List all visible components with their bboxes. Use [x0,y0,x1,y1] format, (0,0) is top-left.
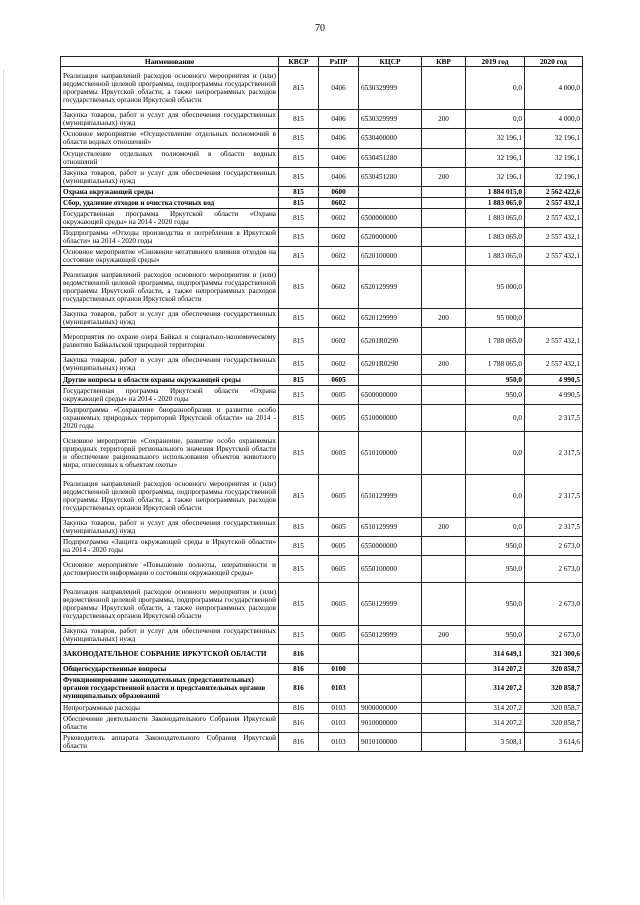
cell-kcsr [359,664,422,675]
cell-name: Основное мероприятие «Осуществление отдельных полномочий в области водных отношений» [61,129,279,148]
cell-kvr [422,247,466,266]
table-row [61,702,583,713]
cell-kcsr: 6530329999 [359,67,422,110]
table-row [61,664,583,675]
table-row [61,208,583,227]
cell-name: Непрограммные расходы [61,702,279,713]
cell-2020: 32 196,1 [525,129,583,148]
cell-kvsr: 815 [279,110,319,129]
cell-2019: 32 196,1 [466,167,525,186]
cell-kcsr: 6530451280 [359,148,422,167]
cell-name: Государственная программа Иркутской области «Охрана окружающей среды» на 2014 - 2020 годы [61,385,279,404]
cell-name: Обеспечение деятельности Законодательного Собрания Иркутской области [61,713,279,732]
cell-kcsr: 6520129999 [359,266,422,309]
cell-kvr: 200 [422,167,466,186]
cell-2019: 1 883 065,0 [466,228,525,247]
cell-kvsr: 816 [279,732,319,751]
table-row [61,328,583,355]
cell-2019: 314 207,2 [466,702,525,713]
cell-kcsr: 9010100000 [359,732,422,751]
cell-rzpr: 0406 [319,148,359,167]
header-rzpr: РзПР [319,57,359,67]
cell-rzpr: 0602 [319,309,359,328]
table-row [61,556,583,583]
cell-2020: 2 562 422,6 [525,186,583,197]
cell-name: Другие вопросы в области охраны окружающей среды [61,374,279,385]
cell-kcsr: 6520129999 [359,309,422,328]
cell-2019: 950,0 [466,374,525,385]
table-row [61,474,583,517]
table-row [61,67,583,110]
cell-kcsr [359,186,422,197]
cell-2019: 314 207,2 [466,664,525,675]
budget-table [60,56,583,752]
table-row [61,148,583,167]
cell-rzpr: 0406 [319,67,359,110]
cell-2019: 3 508,1 [466,732,525,751]
cell-kvsr: 815 [279,537,319,556]
cell-2019: 0,0 [466,67,525,110]
cell-kvr [422,645,466,664]
header-kvr: КВР [422,57,466,67]
cell-2019: 314 207,2 [466,675,525,702]
cell-rzpr [319,645,359,664]
cell-kvsr: 815 [279,247,319,266]
cell-rzpr: 0605 [319,626,359,645]
cell-kcsr: 6510129999 [359,474,422,517]
cell-rzpr: 0406 [319,110,359,129]
cell-2019: 950,0 [466,385,525,404]
cell-name: Охрана окружающей среды [61,186,279,197]
cell-kvr [422,228,466,247]
cell-rzpr: 0602 [319,247,359,266]
header-2020: 2020 год [525,57,583,67]
cell-rzpr: 0602 [319,355,359,374]
table-row [61,713,583,732]
table-row [61,355,583,374]
cell-kvsr: 815 [279,208,319,227]
cell-kvr [422,583,466,626]
cell-rzpr: 0602 [319,228,359,247]
cell-2020 [525,266,583,309]
cell-rzpr: 0605 [319,431,359,474]
cell-kcsr: 6500000000 [359,385,422,404]
table-row [61,197,583,208]
cell-2019: 0,0 [466,474,525,517]
cell-kvsr: 816 [279,675,319,702]
cell-kcsr: 6530451280 [359,167,422,186]
cell-kcsr: 6510129999 [359,517,422,536]
cell-name: Основное мероприятие «Снижение негативного влияния отходов на состояние окружающей среды» [61,247,279,266]
cell-name: Реализация направлений расходов основного мероприятия и (или) ведомственной целевой программы, подпрограммы государственной программы Иркутской области, а также непрограммных расходов государственных органов Иркутской области [61,67,279,110]
cell-rzpr: 0605 [319,374,359,385]
cell-name: Закупка товаров, работ и услуг для обеспечения государственных (муниципальных) нужд [61,517,279,536]
cell-2019: 95 000,0 [466,309,525,328]
cell-2019: 1 883 065,0 [466,247,525,266]
cell-kvr [422,702,466,713]
cell-name: Реализация направлений расходов основного мероприятия и (или) ведомственной целевой программы, подпрограммы государственной программы Иркутской области, а также непрограммных расходов государственных органов Иркутской области [61,583,279,626]
cell-kcsr [359,675,422,702]
table-row [61,404,583,431]
cell-kvsr: 815 [279,556,319,583]
page-number: 70 [315,23,325,34]
cell-kvsr: 815 [279,626,319,645]
cell-2020: 3 614,6 [525,732,583,751]
cell-name: Закупка товаров, работ и услуг для обеспечения государственных (муниципальных) нужд [61,626,279,645]
cell-kvr [422,732,466,751]
cell-name: Реализация направлений расходов основного мероприятия и (или) ведомственной целевой программы, подпрограммы государственной программы Иркутской области, а также непрограммных расходов государственных органов Иркутской области [61,266,279,309]
cell-kvr [422,556,466,583]
cell-2020: 320 858,7 [525,702,583,713]
cell-rzpr: 0602 [319,266,359,309]
cell-rzpr: 0406 [319,167,359,186]
cell-kvr [422,186,466,197]
cell-rzpr: 0600 [319,186,359,197]
scan-edge-marks [3,70,5,900]
cell-2019: 0,0 [466,404,525,431]
cell-2019: 32 196,1 [466,129,525,148]
cell-kcsr: 6530329999 [359,110,422,129]
cell-kvr [422,208,466,227]
table-row [61,129,583,148]
cell-kcsr [359,197,422,208]
cell-rzpr: 0103 [319,713,359,732]
cell-rzpr: 0605 [319,556,359,583]
cell-name: Подпрограмма «Защита окружающей среды в Иркутской области» на 2014 - 2020 годы [61,537,279,556]
cell-kvsr: 816 [279,713,319,732]
cell-2019: 1 883 065,0 [466,197,525,208]
cell-2019: 0,0 [466,431,525,474]
header-2019: 2019 год [466,57,525,67]
cell-kvr [422,129,466,148]
cell-kvr [422,374,466,385]
table-row [61,228,583,247]
cell-kvr: 200 [422,517,466,536]
table-row [61,732,583,751]
cell-kvsr: 815 [279,197,319,208]
cell-kvsr: 815 [279,186,319,197]
cell-2020: 2 557 432,1 [525,208,583,227]
cell-rzpr: 0605 [319,404,359,431]
cell-rzpr: 0605 [319,474,359,517]
cell-2019: 32 196,1 [466,148,525,167]
table-row [61,517,583,536]
cell-2020: 2 557 432,1 [525,228,583,247]
cell-2020: 2 673,0 [525,537,583,556]
cell-2020: 4 000,0 [525,67,583,110]
cell-kvsr: 816 [279,645,319,664]
cell-kvr: 200 [422,626,466,645]
cell-2019: 95 000,0 [466,266,525,309]
cell-2020: 2 673,0 [525,556,583,583]
cell-rzpr: 0103 [319,702,359,713]
cell-name: Закупка товаров, работ и услуг для обеспечения государственных (муниципальных) нужд [61,167,279,186]
cell-name: Государственная программа Иркутской области «Охрана окружающей среды» на 2014 - 2020 годы [61,208,279,227]
cell-name: ЗАКОНОДАТЕЛЬНОЕ СОБРАНИЕ ИРКУТСКОЙ ОБЛАСТИ [61,645,279,664]
cell-kvr [422,328,466,355]
cell-kvr: 200 [422,355,466,374]
table-row [61,583,583,626]
cell-kvsr: 815 [279,374,319,385]
cell-2019: 1 884 015,0 [466,186,525,197]
cell-kvr [422,266,466,309]
cell-name: Подпрограмма «Сохранение биоразнообразия и развитие особо охраняемых природных территорий Иркутской области» на 2014 - 2020 годы [61,404,279,431]
cell-2019: 1 883 065,0 [466,208,525,227]
cell-kcsr: 6550129999 [359,583,422,626]
cell-kcsr: 6510000000 [359,404,422,431]
cell-kcsr [359,374,422,385]
cell-name: Осуществление отдельных полномочий в области водных отношений [61,148,279,167]
cell-kvsr: 815 [279,517,319,536]
cell-2020: 32 196,1 [525,167,583,186]
cell-2020: 2 557 432,1 [525,328,583,355]
cell-2020: 2 317,5 [525,517,583,536]
table-row [61,309,583,328]
cell-rzpr: 0605 [319,385,359,404]
table-row [61,374,583,385]
cell-name: Реализация направлений расходов основного мероприятия и (или) ведомственной целевой программы, подпрограммы государственной программы Иркутской области, а также непрограммных расходов государственных органов Иркутской области [61,474,279,517]
cell-2019: 950,0 [466,556,525,583]
cell-name: Общегосударственные вопросы [61,664,279,675]
cell-2019: 0,0 [466,517,525,536]
table-row [61,385,583,404]
cell-2020: 320 858,7 [525,675,583,702]
cell-kvsr: 815 [279,309,319,328]
cell-rzpr: 0602 [319,208,359,227]
cell-2019: 950,0 [466,537,525,556]
cell-rzpr: 0602 [319,197,359,208]
cell-name: Основное мероприятие «Сохранение, развитие особо охраняемых природных территорий регионального значения Иркутской области и обеспечение рационального использования объектов животного мира, отнесенных к объектам охоты» [61,431,279,474]
cell-rzpr: 0602 [319,328,359,355]
cell-2020: 2 317,5 [525,474,583,517]
cell-rzpr: 0100 [319,664,359,675]
cell-rzpr: 0103 [319,675,359,702]
cell-kvr [422,675,466,702]
cell-2019: 314 207,2 [466,713,525,732]
table-row [61,675,583,702]
cell-2020: 2 557 432,1 [525,247,583,266]
cell-kcsr: 6550000000 [359,537,422,556]
cell-2020: 2 673,0 [525,626,583,645]
cell-kvr [422,474,466,517]
table-row [61,537,583,556]
table-row [61,266,583,309]
cell-2019: 314 649,1 [466,645,525,664]
cell-kvsr: 815 [279,266,319,309]
cell-kvsr: 815 [279,474,319,517]
cell-2019: 1 788 065,0 [466,355,525,374]
table-row [61,110,583,129]
cell-2019: 950,0 [466,583,525,626]
cell-name: Закупка товаров, работ и услуг для обеспечения государственных (муниципальных) нужд [61,110,279,129]
cell-2020: 321 300,6 [525,645,583,664]
table-row [61,167,583,186]
cell-kcsr: 65201R0290 [359,328,422,355]
cell-kvsr: 815 [279,583,319,626]
cell-kcsr: 65201R0290 [359,355,422,374]
cell-name: Подпрограмма «Отходы производства и потребления в Иркутской области» на 2014 - 2020 годы [61,228,279,247]
cell-kcsr: 9010000000 [359,713,422,732]
cell-kvr [422,67,466,110]
cell-kvr [422,385,466,404]
cell-2020: 4 000,0 [525,110,583,129]
cell-kvsr: 816 [279,664,319,675]
cell-kvr [422,404,466,431]
table-row [61,645,583,664]
cell-2020: 4 990,5 [525,374,583,385]
cell-kvr [422,197,466,208]
cell-kcsr [359,645,422,664]
cell-2020: 2 317,5 [525,431,583,474]
cell-kvr: 200 [422,309,466,328]
cell-2020: 2 557 432,1 [525,197,583,208]
cell-kvr [422,713,466,732]
cell-2020: 2 673,0 [525,583,583,626]
cell-rzpr: 0605 [319,517,359,536]
cell-kvr [422,537,466,556]
cell-kvsr: 815 [279,385,319,404]
cell-kcsr: 9000000000 [359,702,422,713]
table-row [61,247,583,266]
cell-kcsr: 6510100000 [359,431,422,474]
cell-2019: 1 788 065,0 [466,328,525,355]
cell-2019: 0,0 [466,110,525,129]
header-kvsr: КВСР [279,57,319,67]
cell-name: Руководитель аппарата Законодательного Собрания Иркутской области [61,732,279,751]
table-row [61,626,583,645]
cell-name: Закупка товаров, работ и услуг для обеспечения государственных (муниципальных) нужд [61,355,279,374]
cell-2020: 2 317,5 [525,404,583,431]
cell-name: Закупка товаров, работ и услуг для обеспечения государственных (муниципальных) нужд [61,309,279,328]
table-row [61,186,583,197]
cell-kcsr: 6500000000 [359,208,422,227]
cell-kvr [422,664,466,675]
cell-name: Сбор, удаление отходов и очистка сточных вод [61,197,279,208]
table-header-row [61,57,583,67]
cell-name: Мероприятия по охране озера Байкал и социально-экономическому развитию Байкальской природной территории [61,328,279,355]
cell-kvsr: 815 [279,129,319,148]
cell-kvr [422,431,466,474]
header-kcsr: КЦСР [359,57,422,67]
cell-2020: 320 858,7 [525,664,583,675]
cell-kcsr: 6550129999 [359,626,422,645]
cell-rzpr: 0406 [319,129,359,148]
cell-kvsr: 815 [279,355,319,374]
cell-kvr: 200 [422,110,466,129]
cell-kcsr: 6520000000 [359,228,422,247]
cell-kvsr: 815 [279,148,319,167]
cell-2020: 2 557 432,1 [525,355,583,374]
cell-kvsr: 815 [279,404,319,431]
header-name: Наименование [61,57,279,67]
cell-kcsr: 6520100000 [359,247,422,266]
cell-kvsr: 815 [279,431,319,474]
cell-kcsr: 6550100000 [359,556,422,583]
cell-name: Основное мероприятие «Повышение полноты, оперативности и достоверности информации о состоянии окружающей среды» [61,556,279,583]
cell-kvsr: 816 [279,702,319,713]
cell-kvsr: 815 [279,167,319,186]
table-row [61,431,583,474]
cell-2019: 950,0 [466,626,525,645]
cell-rzpr: 0103 [319,732,359,751]
cell-kcsr: 6530400000 [359,129,422,148]
cell-2020: 32 196,1 [525,148,583,167]
cell-2020 [525,309,583,328]
cell-kvsr: 815 [279,328,319,355]
cell-2020: 320 858,7 [525,713,583,732]
cell-rzpr: 0605 [319,537,359,556]
cell-kvsr: 815 [279,228,319,247]
cell-rzpr: 0605 [319,583,359,626]
cell-name: Функционирование законодательных (представительных) органов государственной власти и представительных органов муниципальных образований [61,675,279,702]
cell-kvr [422,148,466,167]
cell-kvsr: 815 [279,67,319,110]
cell-2020: 4 990,5 [525,385,583,404]
